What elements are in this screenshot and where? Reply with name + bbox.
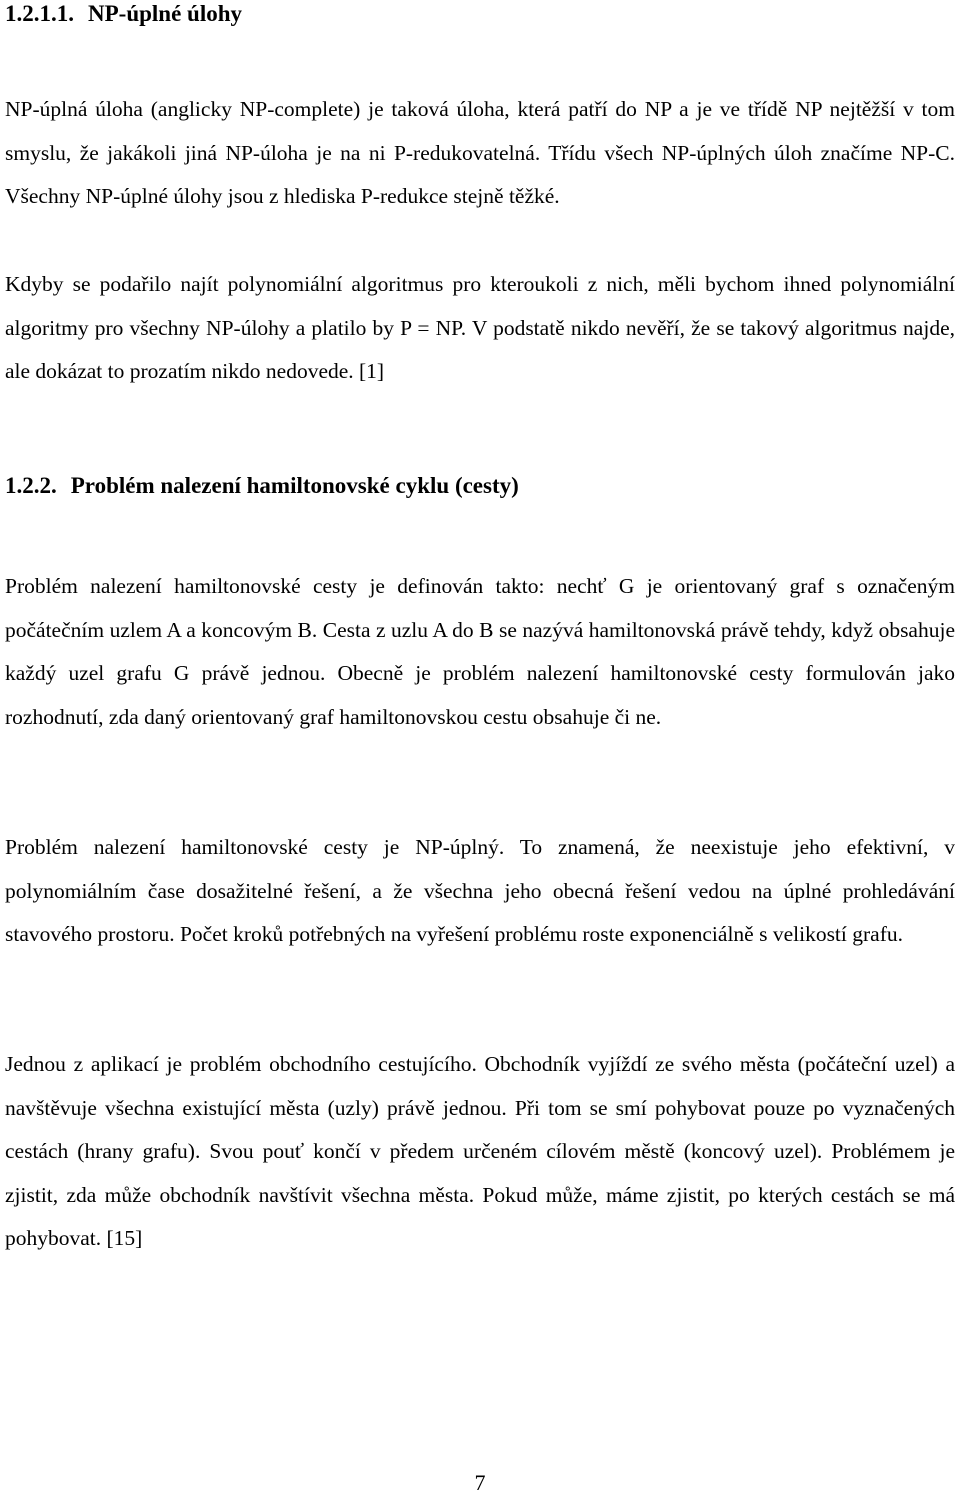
paragraph-np-complete-definition: NP-úplná úloha (anglicky NP-complete) je taková úloha, která patří do NP a je ve třídě NP nejtěžší v tom smyslu, že jakákoli jiná NP-úloha je na ni P-redukovatelná. Třídu všech NP-úplných úloh značíme NP-C. Všechny NP-úplné úlohy jsou z hlediska P-redukce stejně těžké.	[5, 97, 955, 208]
paragraph-hamiltonian-definition: Problém nalezení hamiltonovské cesty je definován takto: nechť G je orientovaný graf s označeným počátečním uzlem A a koncovým B. Cesta z uzlu A do B se nazývá hamiltonovská právě tehdy, když obsahuje každý uzel grafu G právě jednou. Obecně je problém nalezení hamiltonovské cesty formulován jako rozhodnutí, zda daný orientovaný graf hamiltonovskou cestu obsahuje či ne.	[5, 574, 955, 729]
section-number: 1.2.2.	[5, 473, 57, 498]
page-number: 7	[474, 1470, 486, 1495]
section-heading-np-complete	[5, 0, 242, 28]
paragraph-polynomial-algorithm: Kdyby se podařilo najít polynomiální algoritmus pro kteroukoli z nich, měli bychom ihned polynomiální algoritmy pro všechny NP-úlohy a platilo by P = NP. V podstatě nikdo nevěří, že se takový algoritmus najde, ale dokázat to prozatím nikdo nedovede. [1]	[5, 272, 955, 383]
paragraph-travelling-salesman: Jednou z aplikací je problém obchodního cestujícího. Obchodník vyjíždí ze svého města (počáteční uzel) a navštěvuje všechna existující města (uzly) právě jednou. Při tom se smí pohybovat pouze po vyznačených cestách (hrany grafu). Svou pouť končí v předem určeném cílovém městě (koncový uzel). Problémem je zjistit, zda může obchodník navštívit všechna města. Pokud může, máme zjistit, po kterých cestách se má pohybovat. [15]	[5, 1052, 955, 1250]
section-number: 1.2.1.1.	[5, 1, 74, 26]
section-title: Problém nalezení hamiltonovské cyklu (cesty)	[70, 473, 519, 498]
section-heading-hamiltonian	[5, 472, 519, 500]
paragraph-np-completeness: Problém nalezení hamiltonovské cesty je NP-úplný. To znamená, že neexistuje jeho efektivní, v polynomiálním čase dosažitelné řešení, a že všechna jeho obecná řešení vedou na úplné prohledávání stavového prostoru. Počet kroků potřebných na vyřešení problému roste exponenciálně s velikostí grafu.	[5, 835, 955, 946]
section-title: NP-úplné úlohy	[88, 1, 243, 26]
